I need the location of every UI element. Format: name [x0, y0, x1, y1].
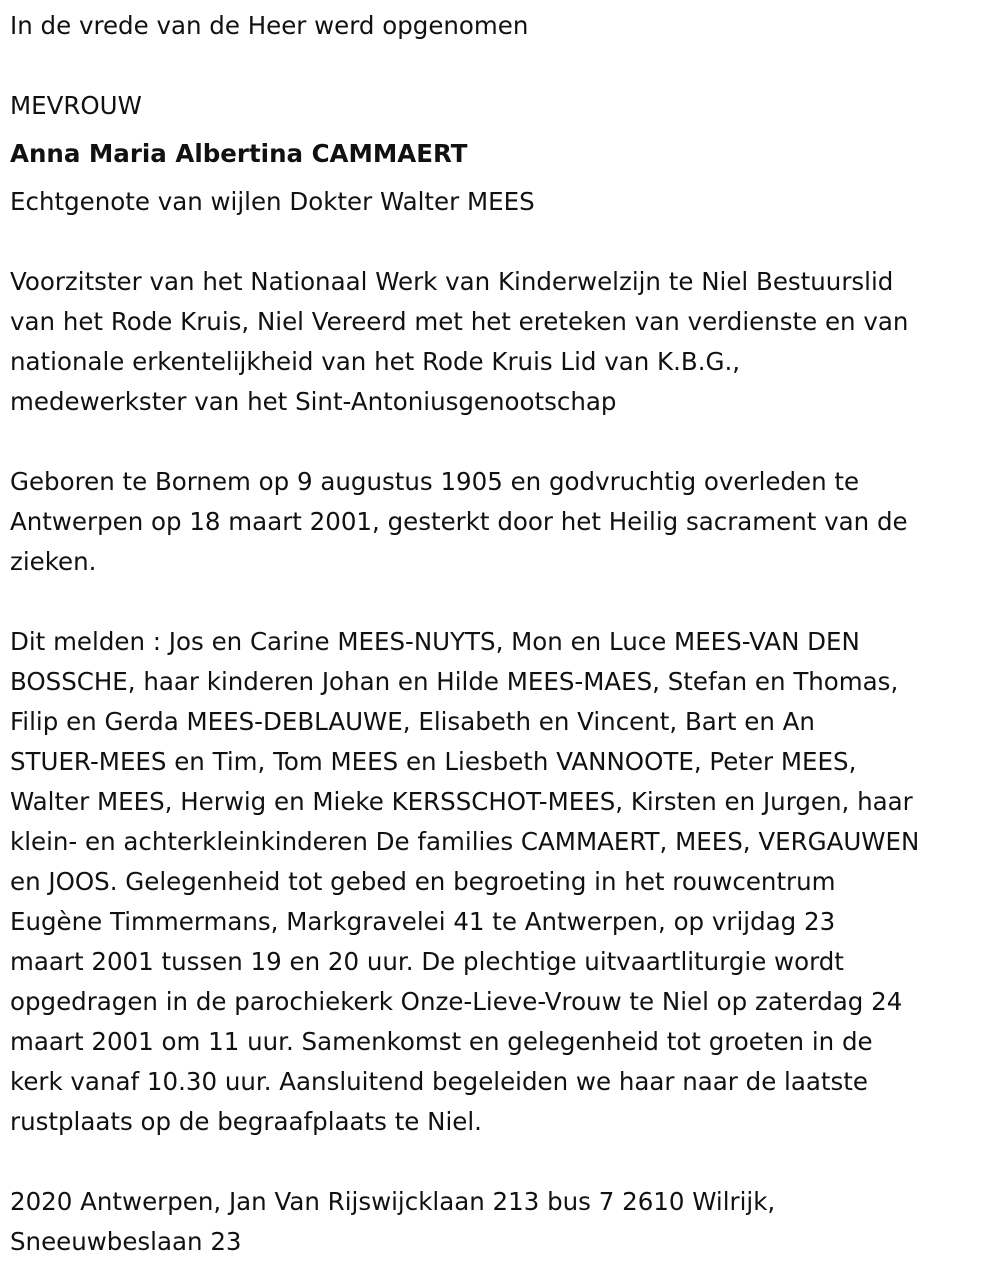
- roles-line: van het Rode Kruis, Niel Vereerd met het ereteken van verdienste en van: [10, 307, 909, 336]
- spouse-line: Echtgenote van wijlen Dokter Walter MEES: [10, 187, 535, 216]
- deceased-name: Anna Maria Albertina CAMMAERT: [10, 139, 468, 168]
- announcement-line: BOSSCHE, haar kinderen Johan en Hilde MEES-MAES, Stefan en Thomas,: [10, 667, 899, 696]
- address-paragraph: [10, 1182, 990, 1262]
- address-line: Sneeuwbeslaan 23: [10, 1227, 242, 1256]
- roles-line: Voorzitster van het Nationaal Werk van Kinderwelzijn te Niel Bestuurslid: [10, 267, 894, 296]
- roles-line: nationale erkentelijkheid van het Rode Kruis Lid van K.B.G.,: [10, 347, 741, 376]
- birth-death-line: Geboren te Bornem op 9 augustus 1905 en godvruchtig overleden te: [10, 467, 860, 496]
- address-line: 2020 Antwerpen, Jan Van Rijswijcklaan 213 bus 7 2610 Wilrijk,: [10, 1187, 776, 1216]
- spacer: [10, 222, 990, 262]
- announcement-line: Filip en Gerda MEES-DEBLAUWE, Elisabeth en Vincent, Bart en An: [10, 707, 815, 736]
- roles-paragraph: [10, 262, 990, 422]
- announcement-line: kerk vanaf 10.30 uur. Aansluitend begeleiden we haar naar de laatste: [10, 1067, 868, 1096]
- announcement-line: klein- en achterkleinkinderen De families CAMMAERT, MEES, VERGAUWEN: [10, 827, 920, 856]
- announcement-line: Eugène Timmermans, Markgravelei 41 te Antwerpen, op vrijdag 23: [10, 907, 836, 936]
- birth-death-paragraph: [10, 462, 990, 582]
- spacer: [10, 422, 990, 462]
- birth-death-line: zieken.: [10, 547, 97, 576]
- birth-death-line: Antwerpen op 18 maart 2001, gesterkt door het Heilig sacrament van de: [10, 507, 908, 536]
- intro-line: In de vrede van de Heer werd opgenomen: [10, 11, 529, 40]
- announcement-line: Dit melden : Jos en Carine MEES-NUYTS, Mon en Luce MEES-VAN DEN: [10, 627, 860, 656]
- announcement-line: rustplaats op de begraafplaats te Niel.: [10, 1107, 482, 1136]
- spacer: [10, 46, 990, 86]
- roles-line: medewerkster van het Sint-Antoniusgenootschap: [10, 387, 617, 416]
- announcement-line: STUER-MEES en Tim, Tom MEES en Liesbeth VANNOOTE, Peter MEES,: [10, 747, 857, 776]
- spacer: [10, 582, 990, 622]
- announcement-line: maart 2001 om 11 uur. Samenkomst en gelegenheid tot groeten in de: [10, 1027, 873, 1056]
- spacer: [10, 1142, 990, 1182]
- announcement-line: maart 2001 tussen 19 en 20 uur. De plechtige uitvaartliturgie wordt: [10, 947, 844, 976]
- announcement-line: Walter MEES, Herwig en Mieke KERSSCHOT-MEES, Kirsten en Jurgen, haar: [10, 787, 913, 816]
- announcement-line: en JOOS. Gelegenheid tot gebed en begroeting in het rouwcentrum: [10, 867, 836, 896]
- announcement-paragraph: [10, 622, 990, 1142]
- title-line: MEVROUW: [10, 91, 142, 120]
- announcement-line: opgedragen in de parochiekerk Onze-Lieve-Vrouw te Niel op zaterdag 24: [10, 987, 903, 1016]
